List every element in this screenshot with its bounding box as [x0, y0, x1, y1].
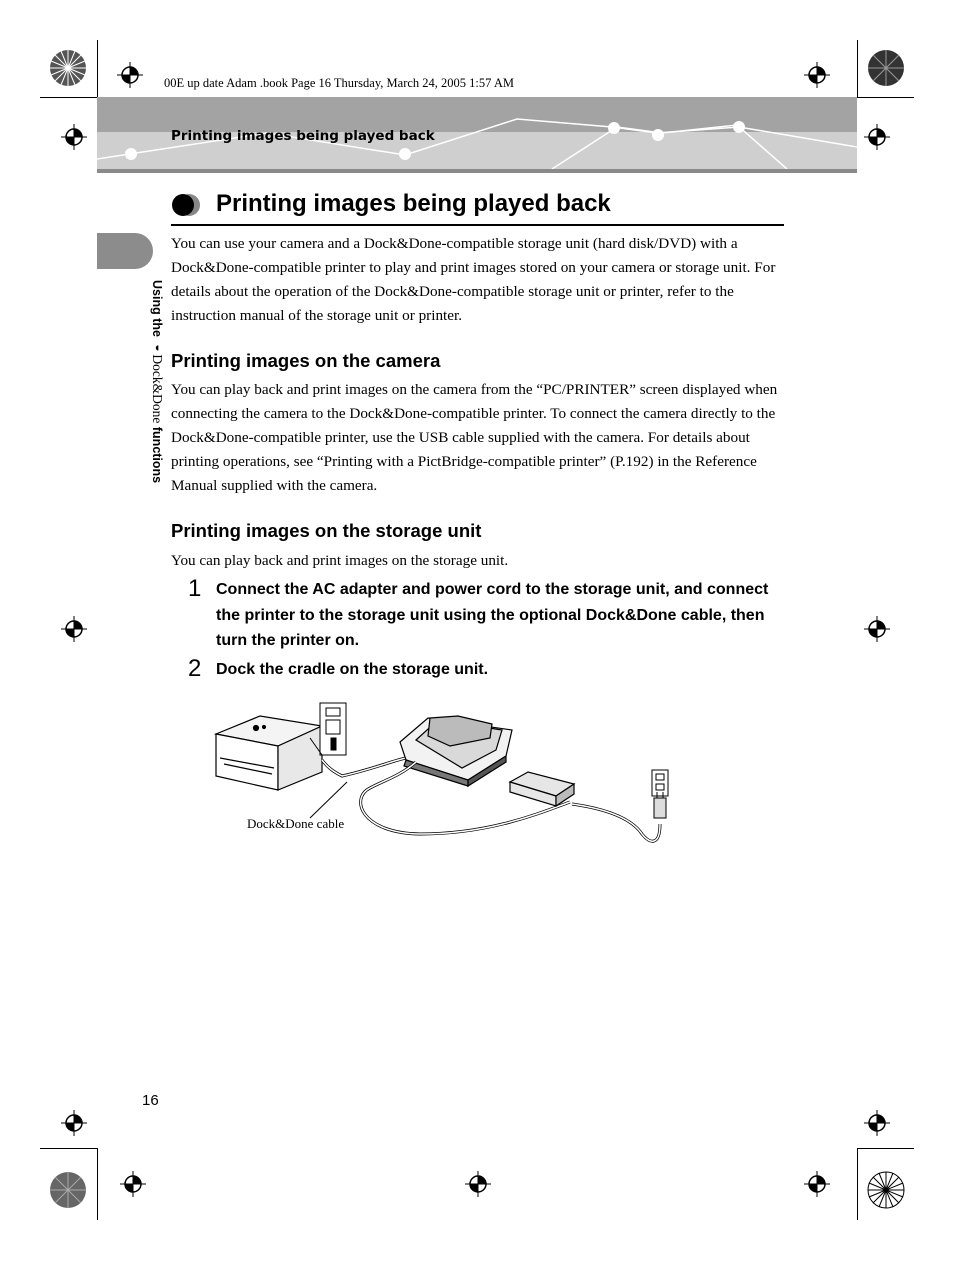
header-rule	[97, 169, 857, 173]
storage-section-heading: Printing images on the storage unit	[171, 520, 482, 541]
figure-caption: Dock&Done cable	[247, 816, 345, 831]
ac-adapter-icon	[510, 772, 574, 806]
registration-mark-icon	[61, 1110, 87, 1136]
starburst-mark-icon	[866, 48, 906, 88]
title-rule	[171, 224, 784, 226]
wall-outlet-icon	[652, 770, 668, 818]
print-slug: 00E up date Adam .book Page 16 Thursday, March 24, 2005 1:57 AM	[164, 76, 514, 90]
registration-mark-icon	[864, 616, 890, 642]
registration-mark-icon	[804, 1171, 830, 1197]
registration-mark-icon	[804, 62, 830, 88]
dock-done-logo-icon: ◖	[150, 340, 164, 355]
step-number: 1	[188, 575, 202, 602]
registration-mark-icon	[117, 62, 143, 88]
registration-mark-icon	[864, 124, 890, 150]
registration-mark-icon	[120, 1171, 146, 1197]
chapter-label: Using the ◖Dock&Done functions	[150, 280, 165, 484]
title-bullet-icon	[171, 193, 201, 217]
registration-mark-icon	[61, 124, 87, 150]
step-number: 2	[188, 655, 202, 682]
storage-section-body: You can play back and print images on the storage unit.	[171, 552, 509, 569]
camera-section-heading: Printing images on the camera	[171, 350, 441, 371]
page-title: Printing images being played back	[216, 190, 611, 217]
step-text: Connect the AC adapter and power cord to the storage unit, and connect the printer to the storage unit using the optional Dock&Done cable, then turn the printer on.	[216, 581, 769, 649]
starburst-mark-icon	[866, 1170, 906, 1210]
callout-line	[310, 782, 347, 818]
starburst-mark-icon	[48, 48, 88, 88]
running-title: Printing images being played back	[171, 128, 435, 144]
printer-icon	[216, 716, 322, 790]
camera-section-body: You can play back and print images on the camera from the “PC/PRINTER” screen displayed when connecting the camera to the Dock&Done-compatible printer. To connect the camera directly to the Dock&Done-compatible printer, use the USB cable supplied with the camera. For details about printing operations, see “Printing with a PictBridge-compatible printer” (P.192) in the Reference Manual supplied with the camera.	[171, 381, 778, 494]
registration-mark-icon	[61, 616, 87, 642]
page-number: 16	[142, 1092, 159, 1109]
intro-paragraph: You can use your camera and a Dock&Done-compatible storage unit (hard disk/DVD) with a Dock&Done-compatible printer to play and print images stored on your camera or storage unit. For details about the operation of the Dock&Done-compatible storage unit or printer, refer to the instruction manual of the storage unit or printer.	[171, 235, 776, 324]
starburst-mark-icon	[48, 1170, 88, 1210]
storage-unit-icon	[400, 716, 512, 786]
registration-mark-icon	[864, 1110, 890, 1136]
step-text: Dock the cradle on the storage unit.	[216, 661, 489, 678]
chapter-tab	[97, 233, 153, 269]
registration-mark-icon	[465, 1171, 491, 1197]
